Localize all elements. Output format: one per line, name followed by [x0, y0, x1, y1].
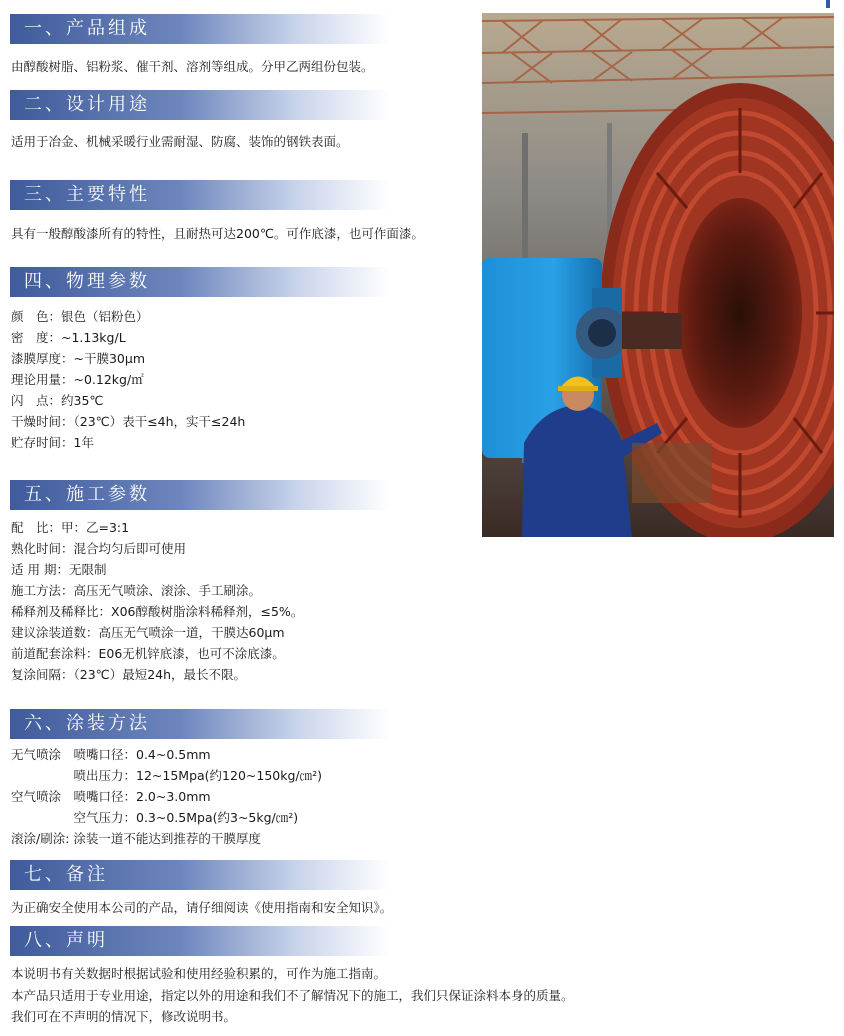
application-line: 建议涂装道数：高压无气喷涂一道，干膜达60μm [11, 625, 285, 640]
coating-method-line: 空气压力：0.3~0.5Mpa(约3~5kg/㎝²) [11, 810, 299, 825]
section-header-remarks [10, 860, 390, 890]
physical-line: 理论用量：~0.12kg/㎡ [11, 372, 144, 387]
section-header-usage [10, 90, 390, 120]
section-header-statement [10, 926, 390, 956]
features-text: 具有一般醇酸漆所有的特性，且耐热可达200℃。可作底漆，也可作面漆。 [11, 226, 424, 241]
generator-stator-photo [482, 13, 834, 537]
section-title: 七、备注 [24, 864, 108, 885]
usage-text: 适用于冶金、机械采暖行业需耐湿、防腐、装饰的钢铁表面。 [11, 134, 349, 149]
section-title: 二、设计用途 [24, 94, 150, 115]
section-title: 六、涂装方法 [24, 713, 150, 734]
statement-line: 我们可在不声明的情况下，修改说明书。 [11, 1009, 237, 1024]
application-line: 稀释剂及稀释比：X06醇酸树脂涂料稀释剂，≤5%。 [11, 604, 304, 619]
section-title: 五、施工参数 [24, 484, 150, 505]
section-header-physical [10, 267, 390, 297]
section-title: 四、物理参数 [24, 271, 150, 292]
section-header-composition [10, 14, 390, 44]
coating-method-line: 空气喷涂 喷嘴口径：2.0~3.0mm [11, 789, 211, 804]
statement-line: 本产品只适用于专业用途，指定以外的用途和我们不了解情况下的施工，我们只保证涂料本身的质量。 [11, 988, 574, 1003]
physical-line: 漆膜厚度：~干膜30μm [11, 351, 146, 366]
section-header-coating-method [10, 709, 390, 739]
section-title: 八、声明 [24, 930, 108, 951]
application-line: 施工方法：高压无气喷涂、滚涂、手工刷涂。 [11, 583, 262, 598]
physical-line: 贮存时间：1年 [11, 435, 94, 450]
physical-line: 干燥时间：（23℃）表干≤4h，实干≤24h [11, 414, 246, 429]
application-line: 前道配套涂料：E06无机锌底漆，也可不涂底漆。 [11, 646, 285, 661]
physical-line: 闪 点：约35℃ [11, 393, 104, 408]
section-title: 三、主要特性 [24, 184, 150, 205]
application-line: 适 用 期：无限制 [11, 562, 107, 577]
coating-method-line: 滚涂/刷涂: 涂装一道不能达到推荐的干膜厚度 [11, 831, 261, 846]
statement-line: 本说明书有关数据时根据试验和使用经验积累的，可作为施工指南。 [11, 966, 387, 981]
section-header-application [10, 480, 390, 510]
coating-method-line: 无气喷涂 喷嘴口径：0.4~0.5mm [11, 747, 211, 762]
composition-text: 由醇酸树脂、铝粉浆、催干剂、溶剂等组成。分甲乙两组份包装。 [11, 59, 374, 74]
coating-method-line: 喷出压力：12~15Mpa(约120~150kg/㎝²) [11, 768, 323, 783]
section-title: 一、产品组成 [24, 18, 150, 39]
remarks-text: 为正确安全使用本公司的产品，请仔细阅读《使用指南和安全知识》。 [11, 900, 393, 915]
physical-line: 密 度：~1.13kg/L [11, 330, 126, 345]
application-line: 熟化时间：混合均匀后即可使用 [11, 541, 187, 556]
physical-line: 颜 色：银色（铝粉色） [11, 309, 149, 324]
section-header-features [10, 180, 390, 210]
application-line: 配 比：甲：乙=3:1 [11, 520, 130, 535]
corner-accent-mark [826, 0, 830, 8]
application-line: 复涂间隔：（23℃）最短24h，最长不限。 [11, 667, 247, 682]
